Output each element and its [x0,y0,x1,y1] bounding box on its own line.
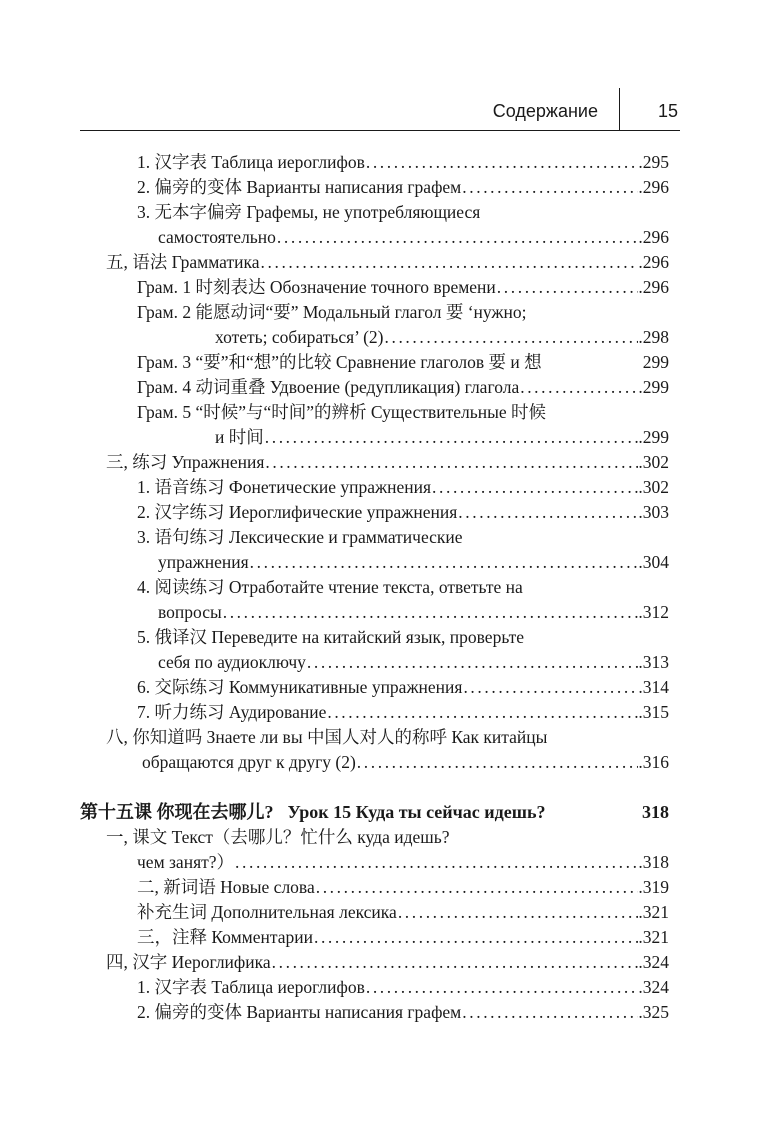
toc-entry[interactable] [80,225,669,250]
toc-entry-title: 3. 语句练习 Лексические и грамматические [137,527,463,547]
toc-entry[interactable] [80,350,669,375]
toc-entry[interactable] [80,150,669,175]
toc-entry-title: 二, 新词语 Новые слова [137,877,315,897]
lesson-title-chinese: 第十五课 你现在去哪儿? [80,802,274,822]
toc-entry-title: 2. 偏旁的变体 Варианты написания графем [137,1002,462,1022]
toc-entry[interactable] [80,725,669,750]
toc-entry-title: 1. 语音练习 Фонетические упражнения [137,477,432,497]
toc-page-number: .321 [638,927,669,947]
toc-page-number: .321 [638,902,669,922]
toc-page-number: .296 [638,277,669,297]
leader-dots [234,850,638,875]
lesson-page-number: 318 [642,802,669,822]
toc-entry-title: 4. 阅读练习 Отработайте чтение текста, ответьте на [137,577,523,597]
toc-entry[interactable] [80,825,669,850]
toc-entry[interactable] [80,275,669,300]
leader-dots [365,975,639,1000]
toc-entry-title: 6. 交际练习 Коммуникативные упражнения [137,677,463,697]
toc-entry-title: себя по аудиоключу [158,652,306,672]
toc-entry-title: 三, 练习 Упражнения [106,452,265,472]
leader-dots [384,325,639,350]
toc-entry[interactable] [80,525,669,550]
toc-entry-title: 1. 汉字表 Таблица иероглифов [137,977,365,997]
toc-entry[interactable] [80,425,669,450]
toc-page-number: .304 [638,552,669,572]
toc-entry-title: обращаются друг к другу (2) [142,752,356,772]
toc-entry[interactable] [80,550,669,575]
toc-entry[interactable] [80,950,669,975]
toc-entry[interactable] [80,200,669,225]
toc-entry[interactable] [80,375,669,400]
toc-entry-title: Грам. 5 “时候”与“时间”的辨析 Существительные 时候 [137,402,547,422]
leader-dots [519,375,638,400]
toc-entry-title: Грам. 4 动词重叠 Удвоение (редупликация) глагола [137,377,520,397]
toc-page-number: .325 [638,1002,669,1022]
leader-dots [462,675,638,700]
toc-entry[interactable] [80,625,669,650]
page-number: 15 [657,101,678,121]
toc-entry[interactable] [80,700,669,725]
toc-entry[interactable] [80,675,669,700]
leader-dots [431,475,638,500]
toc-entry[interactable] [80,750,669,775]
leader-dots [271,950,639,975]
toc-page-number: .303 [638,502,669,522]
leader-dots [356,750,639,775]
leader-dots [315,875,639,900]
toc-page-number: 299 [642,352,669,372]
leader-dots [461,175,638,200]
header-divider [619,88,620,130]
leader-dots [249,550,639,575]
toc-entry-title: 3. 无本字偏旁 Графемы, не употребляющиеся [137,202,481,222]
toc-entry-title: Грам. 3 “要”和“想”的比较 Сравнение глаголов 要 и 想 [137,352,542,372]
table-of-contents [80,150,669,1025]
toc-entry-title: упражнения [158,552,249,572]
toc-entry[interactable] [80,650,669,675]
toc-entry-title: 八, 你知道吗 Знаете ли вы 中国人对人的称呼 Как китайцы [106,727,548,747]
toc-page-number: .324 [638,977,669,997]
leader-dots [276,225,638,250]
leader-dots [264,425,639,450]
lesson-title-russian: Урок 15 Куда ты сейчас идешь? [287,802,546,822]
page-header [80,88,680,131]
toc-entry-title: и 时间 [215,427,264,447]
toc-page-number: .318 [638,852,669,872]
toc-entry[interactable] [80,575,669,600]
toc-entry-title: 5. 俄译汉 Переведите на китайский язык, проверьте [137,627,525,647]
toc-entry[interactable] [80,850,669,875]
toc-entry-title: 四, 汉字 Иероглифика [106,952,271,972]
leader-dots [222,600,639,625]
toc-entry[interactable] [80,175,669,200]
section-gap [80,775,669,800]
leader-dots [496,275,639,300]
toc-entry-title: хотеть; собираться’ (2) [215,327,384,347]
toc-entry[interactable] [80,400,669,425]
toc-entry[interactable] [80,925,669,950]
toc-page-number: .296 [638,252,669,272]
toc-entry[interactable] [80,450,669,475]
leader-dots [260,250,639,275]
toc-entry-title: 五, 语法 Грамматика [106,252,260,272]
toc-page-number: .302 [638,477,669,497]
toc-entry[interactable] [80,600,669,625]
toc-page-number: .315 [638,702,669,722]
toc-page-number: .299 [638,427,669,447]
leader-dots [461,1000,638,1025]
toc-section-lesson-14 [80,150,669,775]
toc-entry-title: 1. 汉字表 Таблица иероглифов [137,152,365,172]
leader-dots [313,925,638,950]
leader-dots [365,150,639,175]
toc-entry[interactable] [80,500,669,525]
lesson-heading[interactable] [80,800,669,825]
leader-dots [397,900,639,925]
toc-entry[interactable] [80,975,669,1000]
toc-entry-title: вопросы [158,602,222,622]
toc-entry-title: 补充生词 Дополнительная лексика [137,902,397,922]
toc-entry[interactable] [80,300,669,325]
toc-section-lesson-15 [80,825,669,1025]
toc-page-number: .316 [638,752,669,772]
toc-entry-title: 7. 听力练习 Аудирование [137,702,327,722]
toc-page-number: .319 [638,877,669,897]
running-title: Содержание [492,101,598,121]
toc-page-number: .312 [638,602,669,622]
toc-entry-title: чем занят?） [137,852,235,872]
toc-entry-title: Грам. 2 能愿动词“要” Модальный глагол 要 ‘нужно; [137,302,527,322]
toc-page-number: .296 [638,177,669,197]
toc-entry[interactable] [80,900,669,925]
toc-page-number: .324 [638,952,669,972]
leader-dots [326,700,638,725]
toc-entry[interactable] [80,325,669,350]
toc-page-number: .314 [638,677,669,697]
toc-entry-title: самостоятельно [158,227,276,247]
toc-page-number: .295 [638,152,669,172]
toc-page-number: .298 [638,327,669,347]
toc-page-number: .313 [638,652,669,672]
toc-entry[interactable] [80,875,669,900]
toc-entry[interactable] [80,475,669,500]
toc-entry-title: 一, 课文 Текст（去哪儿？忙什么 куда идешь? [106,827,450,847]
toc-page-number: .299 [638,377,669,397]
leader-dots [264,450,638,475]
leader-dots [306,650,639,675]
toc-entry-title: 三，注释 Комментарии [137,927,313,947]
toc-entry-title: Грам. 1 时刻表达 Обозначение точного времени [137,277,496,297]
toc-entry[interactable] [80,1000,669,1025]
toc-entry[interactable] [80,250,669,275]
toc-entry-title: 2. 偏旁的变体 Варианты написания графем [137,177,462,197]
leader-dots [457,500,638,525]
toc-page-number: .302 [638,452,669,472]
toc-entry-title: 2. 汉字练习 Иероглифические упражнения [137,502,458,522]
toc-page-number: .296 [638,227,669,247]
